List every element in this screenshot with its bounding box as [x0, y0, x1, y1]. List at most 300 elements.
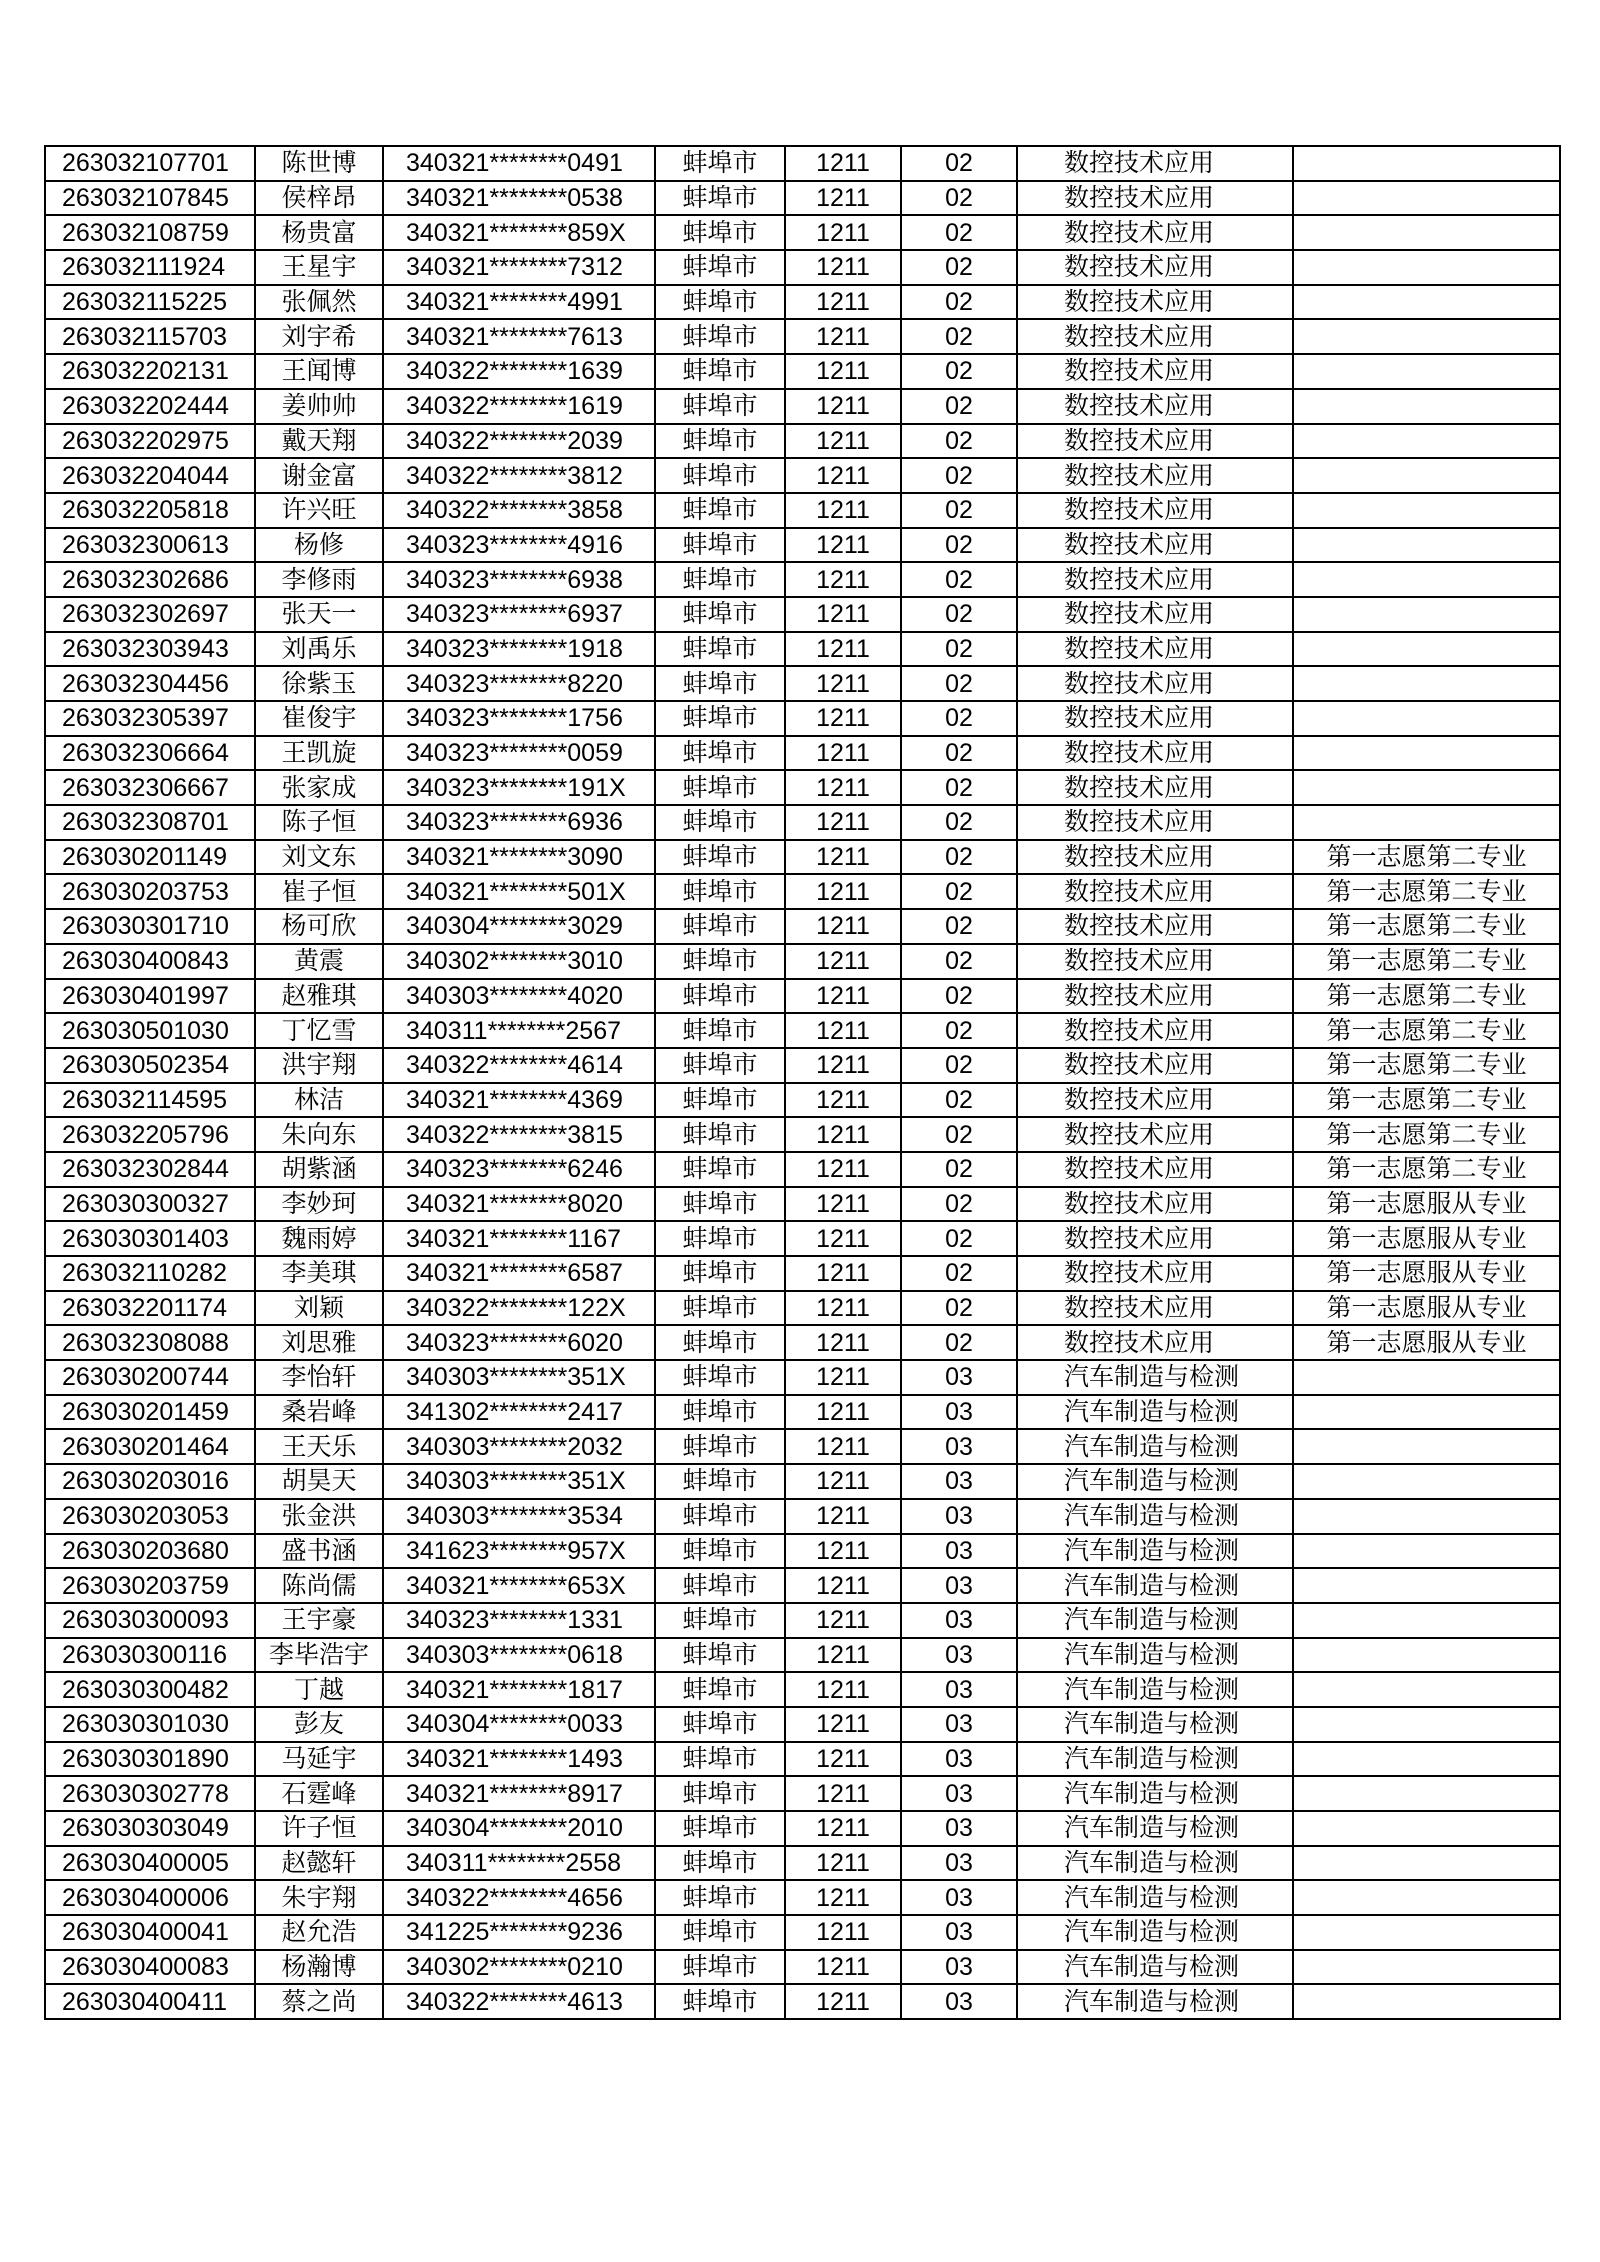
- table-row: [45, 1395, 1560, 1430]
- id-number-cell: 341302********2417: [383, 1395, 655, 1430]
- school-code-cell: 1211: [785, 1429, 901, 1464]
- major-name-cell: 汽车制造与检测: [1017, 1950, 1293, 1985]
- major-name-cell: 数控技术应用: [1017, 1117, 1293, 1152]
- remark-cell: [1293, 1984, 1560, 2019]
- remark-cell: [1293, 528, 1560, 563]
- id-number-cell: 340323********1918: [383, 632, 655, 667]
- school-code-cell: 1211: [785, 1360, 901, 1395]
- major-name-cell: 汽车制造与检测: [1017, 1499, 1293, 1534]
- major-code-cell: 02: [901, 215, 1017, 250]
- major-name-cell: 汽车制造与检测: [1017, 1603, 1293, 1638]
- remark-cell: 第一志愿第二专业: [1293, 1048, 1560, 1083]
- major-name-cell: 数控技术应用: [1017, 389, 1293, 424]
- table-row: [45, 1464, 1560, 1499]
- major-name-cell: 数控技术应用: [1017, 1187, 1293, 1222]
- major-name-cell: 数控技术应用: [1017, 1291, 1293, 1326]
- student-name-cell: 黄震: [255, 944, 383, 979]
- table-row: [45, 944, 1560, 979]
- table-row: [45, 1221, 1560, 1256]
- city-cell: 蚌埠市: [655, 493, 785, 528]
- school-code-cell: 1211: [785, 528, 901, 563]
- major-name-cell: 汽车制造与检测: [1017, 1707, 1293, 1742]
- city-cell: 蚌埠市: [655, 1776, 785, 1811]
- major-name-cell: 数控技术应用: [1017, 944, 1293, 979]
- school-code-cell: 1211: [785, 1048, 901, 1083]
- student-name-cell: 王闻博: [255, 354, 383, 389]
- major-name-cell: 汽车制造与检测: [1017, 1395, 1293, 1430]
- major-name-cell: 汽车制造与检测: [1017, 1984, 1293, 2019]
- table-row: [45, 1048, 1560, 1083]
- major-name-cell: 数控技术应用: [1017, 424, 1293, 459]
- city-cell: 蚌埠市: [655, 1534, 785, 1569]
- id-number-cell: 340311********2567: [383, 1013, 655, 1048]
- school-code-cell: 1211: [785, 597, 901, 632]
- remark-cell: [1293, 250, 1560, 285]
- table-row: [45, 458, 1560, 493]
- table-row: [45, 597, 1560, 632]
- id-number-cell: 340321********8917: [383, 1776, 655, 1811]
- remark-cell: 第一志愿第二专业: [1293, 840, 1560, 875]
- id-number-cell: 340323********6246: [383, 1152, 655, 1187]
- major-code-cell: 03: [901, 1638, 1017, 1673]
- table-row: [45, 285, 1560, 320]
- major-name-cell: 数控技术应用: [1017, 1256, 1293, 1291]
- city-cell: 蚌埠市: [655, 1950, 785, 1985]
- id-number-cell: 340303********351X: [383, 1464, 655, 1499]
- school-code-cell: 1211: [785, 458, 901, 493]
- city-cell: 蚌埠市: [655, 1880, 785, 1915]
- id-number-cell: 340322********3812: [383, 458, 655, 493]
- exam-number-cell: 263030400843: [45, 944, 255, 979]
- id-number-cell: 340323********8220: [383, 666, 655, 701]
- city-cell: 蚌埠市: [655, 1187, 785, 1222]
- school-code-cell: 1211: [785, 1776, 901, 1811]
- remark-cell: [1293, 1499, 1560, 1534]
- exam-number-cell: 263030400005: [45, 1846, 255, 1881]
- remark-cell: 第一志愿服从专业: [1293, 1325, 1560, 1360]
- student-name-cell: 丁越: [255, 1672, 383, 1707]
- city-cell: 蚌埠市: [655, 458, 785, 493]
- table-row: [45, 1638, 1560, 1673]
- id-number-cell: 340323********6937: [383, 597, 655, 632]
- school-code-cell: 1211: [785, 1811, 901, 1846]
- exam-number-cell: 263030400041: [45, 1915, 255, 1950]
- major-name-cell: 数控技术应用: [1017, 215, 1293, 250]
- exam-number-cell: 263030301890: [45, 1742, 255, 1777]
- remark-cell: 第一志愿服从专业: [1293, 1291, 1560, 1326]
- student-name-cell: 侯梓昂: [255, 181, 383, 216]
- id-number-cell: 340321********4369: [383, 1083, 655, 1118]
- school-code-cell: 1211: [785, 840, 901, 875]
- city-cell: 蚌埠市: [655, 1499, 785, 1534]
- city-cell: 蚌埠市: [655, 1117, 785, 1152]
- table-row: [45, 1776, 1560, 1811]
- major-name-cell: 数控技术应用: [1017, 632, 1293, 667]
- major-code-cell: 03: [901, 1499, 1017, 1534]
- id-number-cell: 340323********0059: [383, 736, 655, 771]
- exam-number-cell: 263032204044: [45, 458, 255, 493]
- city-cell: 蚌埠市: [655, 181, 785, 216]
- major-name-cell: 数控技术应用: [1017, 458, 1293, 493]
- exam-number-cell: 263030400006: [45, 1880, 255, 1915]
- major-code-cell: 02: [901, 319, 1017, 354]
- school-code-cell: 1211: [785, 1568, 901, 1603]
- major-name-cell: 数控技术应用: [1017, 354, 1293, 389]
- school-code-cell: 1211: [785, 770, 901, 805]
- exam-number-cell: 263030301403: [45, 1221, 255, 1256]
- exam-number-cell: 263032302697: [45, 597, 255, 632]
- exam-number-cell: 263032114595: [45, 1083, 255, 1118]
- major-code-cell: 03: [901, 1776, 1017, 1811]
- major-name-cell: 汽车制造与检测: [1017, 1464, 1293, 1499]
- student-name-cell: 朱宇翔: [255, 1880, 383, 1915]
- exam-number-cell: 263032305397: [45, 701, 255, 736]
- exam-number-cell: 263032205796: [45, 1117, 255, 1152]
- school-code-cell: 1211: [785, 1742, 901, 1777]
- roster-body: [45, 146, 1560, 2019]
- id-number-cell: 340321********859X: [383, 215, 655, 250]
- exam-number-cell: 263032110282: [45, 1256, 255, 1291]
- exam-number-cell: 263032107701: [45, 146, 255, 181]
- major-code-cell: 02: [901, 1048, 1017, 1083]
- exam-number-cell: 263030301030: [45, 1707, 255, 1742]
- city-cell: 蚌埠市: [655, 1048, 785, 1083]
- major-code-cell: 02: [901, 909, 1017, 944]
- remark-cell: [1293, 666, 1560, 701]
- student-name-cell: 杨贵富: [255, 215, 383, 250]
- city-cell: 蚌埠市: [655, 944, 785, 979]
- city-cell: 蚌埠市: [655, 597, 785, 632]
- table-row: [45, 528, 1560, 563]
- major-name-cell: 汽车制造与检测: [1017, 1534, 1293, 1569]
- exam-number-cell: 263032302844: [45, 1152, 255, 1187]
- school-code-cell: 1211: [785, 1707, 901, 1742]
- major-name-cell: 汽车制造与检测: [1017, 1915, 1293, 1950]
- major-code-cell: 02: [901, 1083, 1017, 1118]
- table-row: [45, 1499, 1560, 1534]
- student-name-cell: 蔡之尚: [255, 1984, 383, 2019]
- exam-number-cell: 263032115703: [45, 319, 255, 354]
- student-name-cell: 张佩然: [255, 285, 383, 320]
- exam-number-cell: 263032306667: [45, 770, 255, 805]
- major-name-cell: 数控技术应用: [1017, 770, 1293, 805]
- major-name-cell: 数控技术应用: [1017, 597, 1293, 632]
- school-code-cell: 1211: [785, 181, 901, 216]
- student-name-cell: 崔子恒: [255, 874, 383, 909]
- id-number-cell: 340311********2558: [383, 1846, 655, 1881]
- id-number-cell: 340323********6936: [383, 805, 655, 840]
- student-name-cell: 杨可欣: [255, 909, 383, 944]
- school-code-cell: 1211: [785, 1325, 901, 1360]
- id-number-cell: 340321********4991: [383, 285, 655, 320]
- major-name-cell: 汽车制造与检测: [1017, 1672, 1293, 1707]
- school-code-cell: 1211: [785, 1915, 901, 1950]
- remark-cell: [1293, 736, 1560, 771]
- school-code-cell: 1211: [785, 1117, 901, 1152]
- remark-cell: [1293, 1880, 1560, 1915]
- exam-number-cell: 263030300327: [45, 1187, 255, 1222]
- school-code-cell: 1211: [785, 1499, 901, 1534]
- major-name-cell: 汽车制造与检测: [1017, 1880, 1293, 1915]
- remark-cell: 第一志愿第二专业: [1293, 874, 1560, 909]
- city-cell: 蚌埠市: [655, 1638, 785, 1673]
- remark-cell: 第一志愿第二专业: [1293, 1152, 1560, 1187]
- student-name-cell: 刘禹乐: [255, 632, 383, 667]
- major-code-cell: 03: [901, 1429, 1017, 1464]
- remark-cell: 第一志愿第二专业: [1293, 909, 1560, 944]
- major-code-cell: 03: [901, 1672, 1017, 1707]
- remark-cell: 第一志愿第二专业: [1293, 979, 1560, 1014]
- student-name-cell: 李怡轩: [255, 1360, 383, 1395]
- id-number-cell: 340302********3010: [383, 944, 655, 979]
- remark-cell: [1293, 458, 1560, 493]
- major-code-cell: 02: [901, 597, 1017, 632]
- id-number-cell: 341623********957X: [383, 1534, 655, 1569]
- table-row: [45, 805, 1560, 840]
- remark-cell: [1293, 1360, 1560, 1395]
- exam-number-cell: 263032115225: [45, 285, 255, 320]
- student-name-cell: 杨瀚博: [255, 1950, 383, 1985]
- table-row: [45, 1811, 1560, 1846]
- major-name-cell: 汽车制造与检测: [1017, 1811, 1293, 1846]
- city-cell: 蚌埠市: [655, 632, 785, 667]
- table-row: [45, 1152, 1560, 1187]
- student-name-cell: 王凯旋: [255, 736, 383, 771]
- exam-number-cell: 263032205818: [45, 493, 255, 528]
- table-row: [45, 493, 1560, 528]
- student-name-cell: 陈子恒: [255, 805, 383, 840]
- exam-number-cell: 263032202131: [45, 354, 255, 389]
- remark-cell: [1293, 1603, 1560, 1638]
- id-number-cell: 340323********6020: [383, 1325, 655, 1360]
- remark-cell: [1293, 1395, 1560, 1430]
- school-code-cell: 1211: [785, 736, 901, 771]
- major-name-cell: 数控技术应用: [1017, 909, 1293, 944]
- table-row: [45, 1742, 1560, 1777]
- major-code-cell: 02: [901, 562, 1017, 597]
- id-number-cell: 340304********2010: [383, 1811, 655, 1846]
- major-code-cell: 02: [901, 1291, 1017, 1326]
- school-code-cell: 1211: [785, 562, 901, 597]
- student-name-cell: 胡紫涵: [255, 1152, 383, 1187]
- student-name-cell: 姜帅帅: [255, 389, 383, 424]
- table-row: [45, 181, 1560, 216]
- table-row: [45, 1325, 1560, 1360]
- city-cell: 蚌埠市: [655, 1429, 785, 1464]
- city-cell: 蚌埠市: [655, 1915, 785, 1950]
- exam-number-cell: 263032302686: [45, 562, 255, 597]
- major-code-cell: 03: [901, 1915, 1017, 1950]
- major-name-cell: 数控技术应用: [1017, 1152, 1293, 1187]
- remark-cell: [1293, 701, 1560, 736]
- major-code-cell: 02: [901, 1013, 1017, 1048]
- remark-cell: [1293, 1846, 1560, 1881]
- exam-number-cell: 263030501030: [45, 1013, 255, 1048]
- remark-cell: [1293, 632, 1560, 667]
- school-code-cell: 1211: [785, 250, 901, 285]
- exam-number-cell: 263030203016: [45, 1464, 255, 1499]
- major-code-cell: 03: [901, 1534, 1017, 1569]
- id-number-cell: 341225********9236: [383, 1915, 655, 1950]
- student-name-cell: 桑岩峰: [255, 1395, 383, 1430]
- remark-cell: [1293, 1464, 1560, 1499]
- exam-number-cell: 263030301710: [45, 909, 255, 944]
- major-code-cell: 02: [901, 701, 1017, 736]
- major-code-cell: 03: [901, 1568, 1017, 1603]
- id-number-cell: 340303********351X: [383, 1360, 655, 1395]
- school-code-cell: 1211: [785, 1187, 901, 1222]
- major-code-cell: 02: [901, 181, 1017, 216]
- major-code-cell: 03: [901, 1742, 1017, 1777]
- exam-number-cell: 263032300613: [45, 528, 255, 563]
- major-name-cell: 汽车制造与检测: [1017, 1568, 1293, 1603]
- id-number-cell: 340321********0538: [383, 181, 655, 216]
- student-name-cell: 谢金富: [255, 458, 383, 493]
- exam-number-cell: 263030401997: [45, 979, 255, 1014]
- major-name-cell: 数控技术应用: [1017, 840, 1293, 875]
- student-name-cell: 马延宇: [255, 1742, 383, 1777]
- major-code-cell: 03: [901, 1846, 1017, 1881]
- major-code-cell: 02: [901, 666, 1017, 701]
- exam-number-cell: 263032306664: [45, 736, 255, 771]
- school-code-cell: 1211: [785, 1464, 901, 1499]
- remark-cell: 第一志愿服从专业: [1293, 1256, 1560, 1291]
- city-cell: 蚌埠市: [655, 1221, 785, 1256]
- exam-number-cell: 263032308701: [45, 805, 255, 840]
- school-code-cell: 1211: [785, 389, 901, 424]
- major-code-cell: 02: [901, 770, 1017, 805]
- city-cell: 蚌埠市: [655, 319, 785, 354]
- table-row: [45, 1187, 1560, 1222]
- remark-cell: [1293, 597, 1560, 632]
- major-code-cell: 03: [901, 1395, 1017, 1430]
- major-name-cell: 数控技术应用: [1017, 181, 1293, 216]
- major-code-cell: 03: [901, 1707, 1017, 1742]
- id-number-cell: 340303********2032: [383, 1429, 655, 1464]
- city-cell: 蚌埠市: [655, 1984, 785, 2019]
- city-cell: 蚌埠市: [655, 1325, 785, 1360]
- remark-cell: [1293, 146, 1560, 181]
- student-name-cell: 林洁: [255, 1083, 383, 1118]
- city-cell: 蚌埠市: [655, 1603, 785, 1638]
- id-number-cell: 340323********4916: [383, 528, 655, 563]
- table-row: [45, 1360, 1560, 1395]
- remark-cell: [1293, 215, 1560, 250]
- exam-number-cell: 263030203759: [45, 1568, 255, 1603]
- id-number-cell: 340322********4614: [383, 1048, 655, 1083]
- city-cell: 蚌埠市: [655, 1742, 785, 1777]
- student-name-cell: 李美琪: [255, 1256, 383, 1291]
- city-cell: 蚌埠市: [655, 840, 785, 875]
- remark-cell: [1293, 1811, 1560, 1846]
- student-name-cell: 王天乐: [255, 1429, 383, 1464]
- table-row: [45, 1950, 1560, 1985]
- table-row: [45, 666, 1560, 701]
- student-name-cell: 魏雨婷: [255, 1221, 383, 1256]
- major-code-cell: 02: [901, 632, 1017, 667]
- remark-cell: [1293, 389, 1560, 424]
- id-number-cell: 340321********1167: [383, 1221, 655, 1256]
- school-code-cell: 1211: [785, 1083, 901, 1118]
- major-name-cell: 汽车制造与检测: [1017, 1742, 1293, 1777]
- exam-number-cell: 263030302778: [45, 1776, 255, 1811]
- major-name-cell: 汽车制造与检测: [1017, 1360, 1293, 1395]
- city-cell: 蚌埠市: [655, 1152, 785, 1187]
- city-cell: 蚌埠市: [655, 1846, 785, 1881]
- id-number-cell: 340321********6587: [383, 1256, 655, 1291]
- school-code-cell: 1211: [785, 1950, 901, 1985]
- table-row: [45, 1846, 1560, 1881]
- city-cell: 蚌埠市: [655, 770, 785, 805]
- student-name-cell: 李毕浩宇: [255, 1638, 383, 1673]
- school-code-cell: 1211: [785, 666, 901, 701]
- school-code-cell: 1211: [785, 1256, 901, 1291]
- school-code-cell: 1211: [785, 1846, 901, 1881]
- student-name-cell: 杨修: [255, 528, 383, 563]
- student-name-cell: 朱向东: [255, 1117, 383, 1152]
- remark-cell: [1293, 354, 1560, 389]
- major-name-cell: 数控技术应用: [1017, 1221, 1293, 1256]
- id-number-cell: 340321********653X: [383, 1568, 655, 1603]
- city-cell: 蚌埠市: [655, 805, 785, 840]
- remark-cell: [1293, 1638, 1560, 1673]
- student-name-cell: 刘文东: [255, 840, 383, 875]
- remark-cell: 第一志愿第二专业: [1293, 944, 1560, 979]
- school-code-cell: 1211: [785, 1395, 901, 1430]
- school-code-cell: 1211: [785, 1984, 901, 2019]
- city-cell: 蚌埠市: [655, 424, 785, 459]
- school-code-cell: 1211: [785, 1880, 901, 1915]
- student-name-cell: 赵允浩: [255, 1915, 383, 1950]
- id-number-cell: 340322********3858: [383, 493, 655, 528]
- major-code-cell: 03: [901, 1360, 1017, 1395]
- id-number-cell: 340321********1817: [383, 1672, 655, 1707]
- student-name-cell: 李妙珂: [255, 1187, 383, 1222]
- major-code-cell: 03: [901, 1984, 1017, 2019]
- city-cell: 蚌埠市: [655, 666, 785, 701]
- school-code-cell: 1211: [785, 1152, 901, 1187]
- major-name-cell: 数控技术应用: [1017, 493, 1293, 528]
- school-code-cell: 1211: [785, 874, 901, 909]
- school-code-cell: 1211: [785, 215, 901, 250]
- exam-number-cell: 263032107845: [45, 181, 255, 216]
- major-code-cell: 03: [901, 1464, 1017, 1499]
- major-name-cell: 数控技术应用: [1017, 1048, 1293, 1083]
- major-name-cell: 数控技术应用: [1017, 979, 1293, 1014]
- major-code-cell: 02: [901, 1187, 1017, 1222]
- city-cell: 蚌埠市: [655, 1291, 785, 1326]
- table-row: [45, 1429, 1560, 1464]
- table-row: [45, 215, 1560, 250]
- exam-number-cell: 263030400411: [45, 1984, 255, 2019]
- major-code-cell: 02: [901, 1221, 1017, 1256]
- major-code-cell: 02: [901, 1117, 1017, 1152]
- major-code-cell: 02: [901, 285, 1017, 320]
- table-row: [45, 1256, 1560, 1291]
- major-name-cell: 数控技术应用: [1017, 805, 1293, 840]
- table-row: [45, 319, 1560, 354]
- major-name-cell: 汽车制造与检测: [1017, 1429, 1293, 1464]
- exam-number-cell: 263030201459: [45, 1395, 255, 1430]
- city-cell: 蚌埠市: [655, 736, 785, 771]
- exam-number-cell: 263030200744: [45, 1360, 255, 1395]
- id-number-cell: 340321********501X: [383, 874, 655, 909]
- school-code-cell: 1211: [785, 1013, 901, 1048]
- id-number-cell: 340323********191X: [383, 770, 655, 805]
- student-name-cell: 刘颖: [255, 1291, 383, 1326]
- city-cell: 蚌埠市: [655, 285, 785, 320]
- table-row: [45, 909, 1560, 944]
